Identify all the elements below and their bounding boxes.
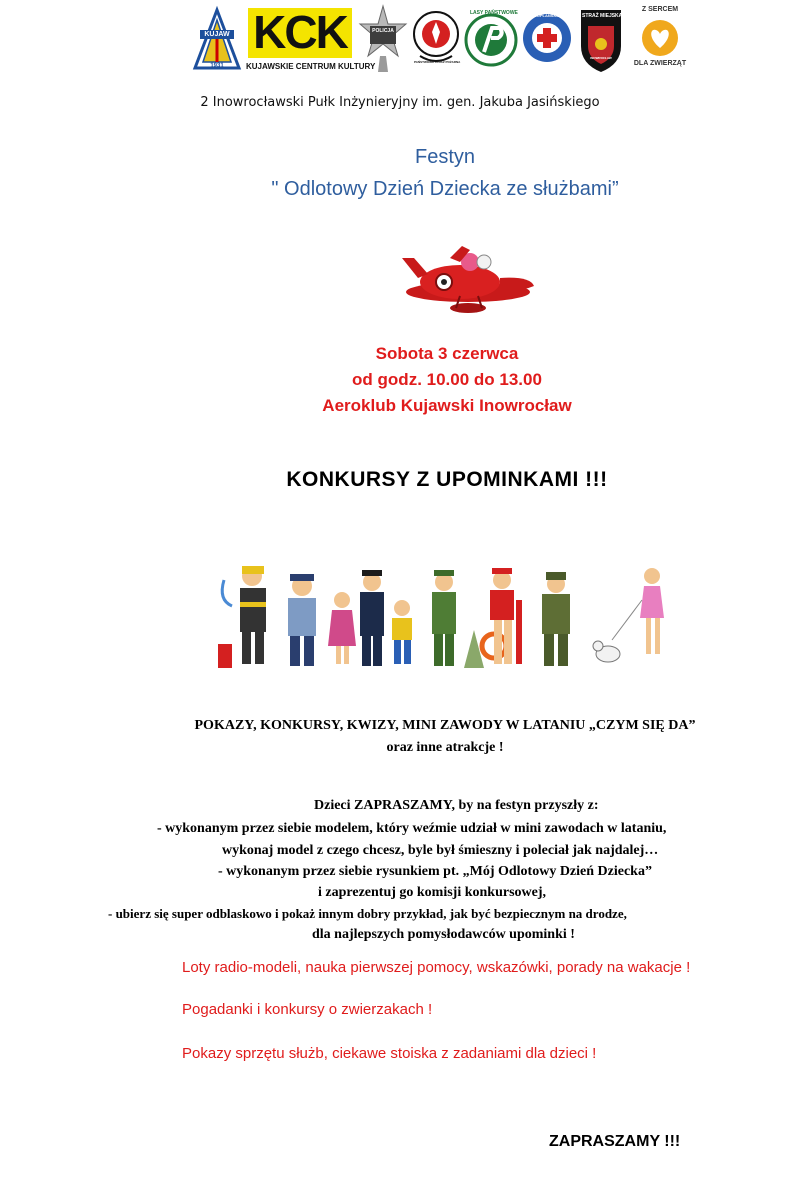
psp-logo bbox=[412, 4, 460, 74]
wopr-logo bbox=[522, 4, 572, 74]
policeman-figure bbox=[288, 574, 316, 666]
kck-caption: KUJAWSKIE CENTRUM KULTURY bbox=[246, 62, 376, 71]
lifeguard-figure bbox=[482, 568, 522, 664]
firefighter-figure bbox=[218, 566, 266, 668]
invite-line3: - wykonanym przez siebie rysunkiem pt. „Mój Odlotowy Dzień Dziecka” bbox=[218, 864, 652, 879]
boy-figure bbox=[392, 600, 412, 664]
invite-line2: wykonaj model z czego chcesz, byle był śmieszny i poleciał jak najdalej… bbox=[222, 843, 659, 858]
officer-figure bbox=[360, 570, 384, 666]
event-place: Aeroklub Kujawski Inowrocław bbox=[322, 396, 572, 415]
straz-miejska-logo bbox=[576, 4, 626, 74]
event-date: Sobota 3 czerwca bbox=[375, 344, 519, 363]
invite-line4: i zaprezentuj go komisji konkursowej, bbox=[318, 885, 547, 900]
invite-line1: - wykonanym przez siebie modelem, który weźmie udział w mini zawodach w lataniu, bbox=[157, 821, 667, 836]
invite-intro: Dzieci ZAPRASZAMY, by na festyn przyszły z: bbox=[314, 798, 599, 813]
konkursy-heading: KONKURSY Z UPOMINKAMI !!! bbox=[286, 468, 608, 491]
kujaw-year: 1931 bbox=[210, 63, 224, 69]
kck-logo bbox=[246, 4, 376, 74]
z-sercem-logo bbox=[632, 4, 688, 74]
forester-figure bbox=[432, 570, 484, 668]
attraction-line2: Pogadanki i konkursy o zwierzakach ! bbox=[182, 1001, 433, 1018]
kujaw-top-text: KUJAW bbox=[204, 31, 230, 38]
closing-invitation: ZAPRASZAMY !!! bbox=[549, 1133, 681, 1150]
logo-strip bbox=[192, 4, 688, 74]
z-sercem-top: Z SERCEM bbox=[641, 6, 679, 13]
organizer-subtitle: 2 Inowrocławski Pułk Inżynieryjny im. gen. Jakuba Jasińskiego bbox=[200, 95, 600, 110]
straz-miejska-sub: INOWROCŁAW bbox=[590, 56, 612, 60]
straz-miejska-text: STRAŻ MIEJSKA bbox=[582, 13, 623, 19]
kck-letters: KCK bbox=[253, 6, 347, 58]
event-hours: od godz. 10.00 do 13.00 bbox=[352, 370, 542, 389]
pokazy-line2: oraz inne atrakcje ! bbox=[386, 740, 504, 755]
attraction-line1: Loty radio-modeli, nauka pierwszej pomocy, wskazówki, porady na wakacje ! bbox=[182, 959, 691, 976]
wopr-text: NADGOPLAŃSKIE WOPR bbox=[525, 13, 574, 18]
invite-line5: - ubierz się super odblaskowo i pokaż innym dobry przykład, jak być bezpiecznym na drodze, bbox=[108, 906, 627, 921]
cartoon-plane-illustration bbox=[400, 236, 536, 320]
girl-figure bbox=[328, 592, 356, 664]
pokazy-line1: POKAZY, KONKURSY, KWIZY, MINI ZAWODY W LATANIU „CZYM SIĘ DA” bbox=[194, 718, 696, 733]
girl-with-dog-figure bbox=[593, 568, 664, 662]
soldier-figure bbox=[542, 572, 570, 666]
lasy-text: LASY PAŃSTWOWE bbox=[470, 10, 518, 16]
invite-line6: dla najlepszych pomysłodawców upominki ! bbox=[312, 927, 575, 942]
festyn-title: " Odlotowy Dzień Dziecka ze służbami” bbox=[271, 178, 619, 200]
policja-logo bbox=[358, 4, 408, 74]
policja-text: POLICJA bbox=[372, 28, 394, 34]
festyn-heading: Festyn bbox=[414, 146, 476, 168]
lasy-logo bbox=[464, 4, 518, 74]
kujaw-logo bbox=[192, 4, 242, 74]
psp-text: PAŃSTWOWA STRAŻ POŻARNA bbox=[414, 60, 461, 64]
cartoon-services-characters bbox=[212, 560, 682, 674]
attraction-line3: Pokazy sprzętu służb, ciekawe stoiska z zadaniami dla dzieci ! bbox=[182, 1045, 597, 1062]
z-sercem-bottom: DLA ZWIERZĄT bbox=[633, 60, 687, 67]
